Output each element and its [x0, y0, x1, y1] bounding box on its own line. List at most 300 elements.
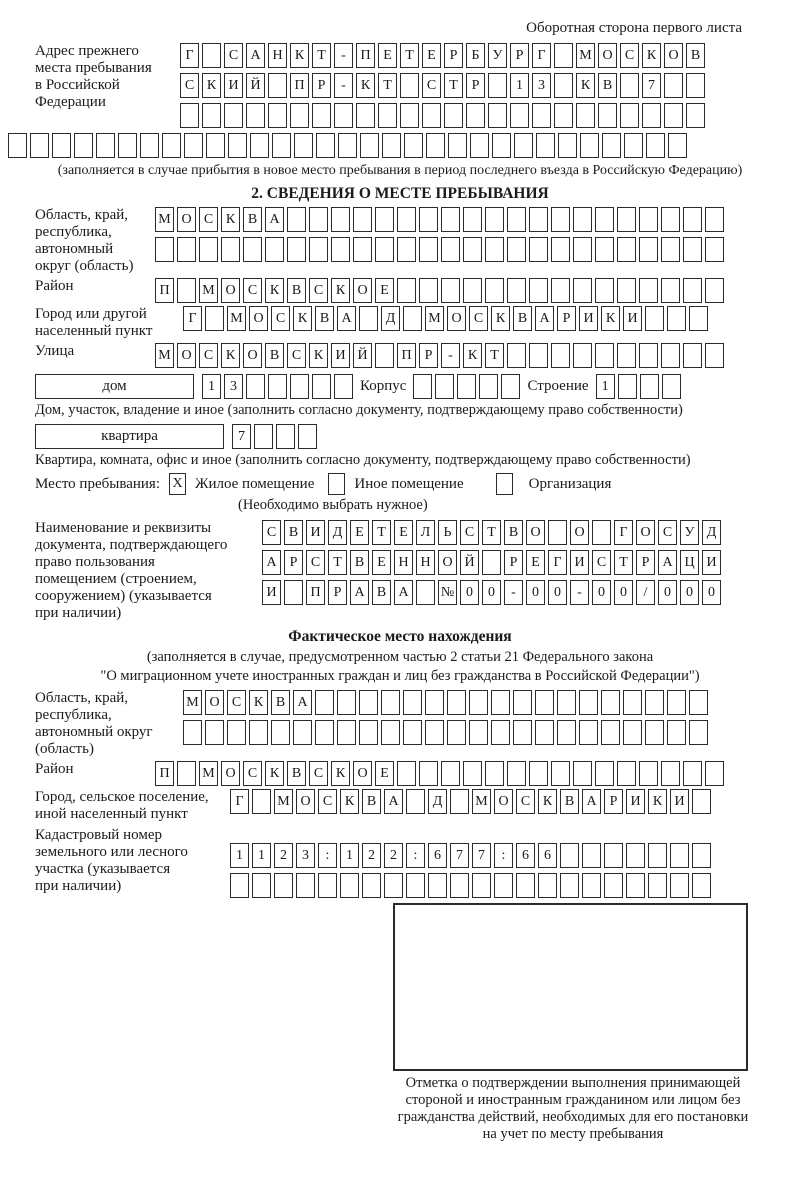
char-cell[interactable]: Р [636, 550, 655, 575]
char-cell[interactable] [661, 207, 680, 232]
char-cell[interactable] [416, 580, 435, 605]
char-cell[interactable]: Ц [680, 550, 699, 575]
char-cell[interactable]: Р [510, 43, 529, 68]
char-cell[interactable] [428, 873, 447, 898]
char-cell[interactable]: Е [375, 278, 394, 303]
char-cell[interactable] [426, 133, 445, 158]
char-cell[interactable] [315, 720, 334, 745]
char-cell[interactable] [507, 278, 526, 303]
char-cell[interactable] [645, 306, 664, 331]
char-cell[interactable]: 7 [642, 73, 661, 98]
char-cell[interactable]: К [463, 343, 482, 368]
char-cell[interactable] [331, 207, 350, 232]
char-cell[interactable] [359, 690, 378, 715]
char-cell[interactable] [202, 103, 221, 128]
char-cell[interactable] [683, 761, 702, 786]
char-cell[interactable] [507, 761, 526, 786]
char-cell[interactable] [501, 374, 520, 399]
char-cell[interactable] [560, 843, 579, 868]
char-cell[interactable] [221, 237, 240, 262]
char-cell[interactable] [397, 278, 416, 303]
char-cell[interactable]: С [199, 343, 218, 368]
char-cell[interactable] [422, 103, 441, 128]
char-cell[interactable]: К [538, 789, 557, 814]
char-cell[interactable] [620, 73, 639, 98]
char-cell[interactable] [183, 720, 202, 745]
char-cell[interactable] [507, 343, 526, 368]
char-cell[interactable]: В [686, 43, 705, 68]
char-cell[interactable]: Т [400, 43, 419, 68]
char-cell[interactable] [316, 133, 335, 158]
char-cell[interactable]: В [271, 690, 290, 715]
char-cell[interactable]: К [221, 207, 240, 232]
char-cell[interactable] [463, 207, 482, 232]
char-cell[interactable] [205, 720, 224, 745]
char-cell[interactable]: О [664, 43, 683, 68]
char-cell[interactable] [670, 843, 689, 868]
char-cell[interactable] [206, 133, 225, 158]
char-cell[interactable]: А [337, 306, 356, 331]
char-cell[interactable]: П [290, 73, 309, 98]
char-cell[interactable] [639, 761, 658, 786]
char-cell[interactable]: К [601, 306, 620, 331]
char-cell[interactable] [573, 237, 592, 262]
char-cell[interactable] [579, 720, 598, 745]
char-cell[interactable]: И [579, 306, 598, 331]
char-cell[interactable] [661, 237, 680, 262]
char-cell[interactable] [661, 278, 680, 303]
char-cell[interactable]: С [469, 306, 488, 331]
char-cell[interactable] [548, 520, 567, 545]
char-cell[interactable] [397, 207, 416, 232]
char-cell[interactable]: М [155, 343, 174, 368]
char-cell[interactable] [640, 374, 659, 399]
char-cell[interactable]: В [315, 306, 334, 331]
char-cell[interactable] [692, 843, 711, 868]
char-cell[interactable]: С [271, 306, 290, 331]
char-cell[interactable] [689, 690, 708, 715]
char-cell[interactable]: 1 [510, 73, 529, 98]
char-cell[interactable] [246, 103, 265, 128]
char-cell[interactable] [514, 133, 533, 158]
char-cell[interactable]: И [623, 306, 642, 331]
char-cell[interactable] [268, 73, 287, 98]
char-cell[interactable] [162, 133, 181, 158]
char-cell[interactable]: Д [381, 306, 400, 331]
char-cell[interactable]: О [353, 761, 372, 786]
char-cell[interactable]: К [340, 789, 359, 814]
char-cell[interactable] [52, 133, 71, 158]
char-cell[interactable] [482, 550, 501, 575]
char-cell[interactable] [617, 278, 636, 303]
char-cell[interactable]: 0 [592, 580, 611, 605]
char-cell[interactable] [646, 133, 665, 158]
char-cell[interactable] [309, 207, 328, 232]
char-cell[interactable] [705, 278, 724, 303]
char-cell[interactable]: 0 [460, 580, 479, 605]
char-cell[interactable]: 0 [658, 580, 677, 605]
char-cell[interactable]: Т [485, 343, 504, 368]
char-cell[interactable]: Р [604, 789, 623, 814]
char-cell[interactable] [205, 306, 224, 331]
char-cell[interactable] [686, 103, 705, 128]
char-cell[interactable]: / [636, 580, 655, 605]
char-cell[interactable] [404, 133, 423, 158]
char-cell[interactable] [334, 374, 353, 399]
char-cell[interactable] [140, 133, 159, 158]
char-cell[interactable] [529, 278, 548, 303]
char-cell[interactable] [318, 873, 337, 898]
char-cell[interactable] [403, 720, 422, 745]
char-cell[interactable] [642, 103, 661, 128]
char-cell[interactable]: А [535, 306, 554, 331]
char-cell[interactable]: Е [375, 761, 394, 786]
char-cell[interactable] [601, 720, 620, 745]
char-cell[interactable] [400, 103, 419, 128]
char-cell[interactable]: К [491, 306, 510, 331]
char-cell[interactable]: Р [557, 306, 576, 331]
char-cell[interactable] [601, 690, 620, 715]
char-cell[interactable]: С [243, 761, 262, 786]
char-cell[interactable] [668, 133, 687, 158]
char-cell[interactable]: 0 [548, 580, 567, 605]
char-cell[interactable]: М [183, 690, 202, 715]
char-cell[interactable] [535, 690, 554, 715]
char-cell[interactable]: В [287, 278, 306, 303]
char-cell[interactable] [224, 103, 243, 128]
char-cell[interactable]: И [262, 580, 281, 605]
char-cell[interactable] [557, 720, 576, 745]
char-cell[interactable]: А [658, 550, 677, 575]
char-cell[interactable]: - [334, 73, 353, 98]
char-cell[interactable] [228, 133, 247, 158]
char-cell[interactable] [661, 761, 680, 786]
char-cell[interactable] [683, 343, 702, 368]
char-cell[interactable] [683, 237, 702, 262]
char-cell[interactable]: 2 [362, 843, 381, 868]
char-cell[interactable]: М [576, 43, 595, 68]
char-cell[interactable]: П [155, 761, 174, 786]
char-cell[interactable] [582, 843, 601, 868]
char-cell[interactable] [598, 103, 617, 128]
char-cell[interactable]: В [504, 520, 523, 545]
char-cell[interactable]: Л [416, 520, 435, 545]
char-cell[interactable] [413, 374, 432, 399]
char-cell[interactable]: О [447, 306, 466, 331]
char-cell[interactable] [595, 207, 614, 232]
char-cell[interactable] [250, 133, 269, 158]
char-cell[interactable] [74, 133, 93, 158]
char-cell[interactable] [479, 374, 498, 399]
char-cell[interactable]: О [249, 306, 268, 331]
char-cell[interactable]: 7 [450, 843, 469, 868]
char-cell[interactable] [287, 237, 306, 262]
char-cell[interactable] [375, 343, 394, 368]
char-cell[interactable] [551, 343, 570, 368]
char-cell[interactable] [177, 278, 196, 303]
char-cell[interactable] [488, 103, 507, 128]
char-cell[interactable] [252, 873, 271, 898]
char-cell[interactable]: П [397, 343, 416, 368]
char-cell[interactable] [639, 237, 658, 262]
char-cell[interactable] [265, 237, 284, 262]
char-cell[interactable] [202, 43, 221, 68]
char-cell[interactable]: А [293, 690, 312, 715]
char-cell[interactable] [243, 237, 262, 262]
char-cell[interactable] [246, 374, 265, 399]
char-cell[interactable]: Т [444, 73, 463, 98]
char-cell[interactable] [298, 424, 317, 449]
char-cell[interactable] [645, 690, 664, 715]
char-cell[interactable]: Г [183, 306, 202, 331]
char-cell[interactable]: Д [428, 789, 447, 814]
char-cell[interactable] [447, 720, 466, 745]
char-cell[interactable] [375, 207, 394, 232]
char-cell[interactable] [529, 207, 548, 232]
char-cell[interactable]: М [472, 789, 491, 814]
char-cell[interactable]: Е [526, 550, 545, 575]
char-cell[interactable]: Г [180, 43, 199, 68]
char-cell[interactable]: М [199, 761, 218, 786]
char-cell[interactable] [287, 207, 306, 232]
char-cell[interactable]: А [265, 207, 284, 232]
char-cell[interactable]: В [362, 789, 381, 814]
char-cell[interactable]: В [350, 550, 369, 575]
char-cell[interactable] [378, 103, 397, 128]
char-cell[interactable]: Т [378, 73, 397, 98]
char-cell[interactable] [334, 103, 353, 128]
char-cell[interactable]: Е [394, 520, 413, 545]
char-cell[interactable] [403, 690, 422, 715]
kvartira-field[interactable]: квартира [35, 424, 224, 449]
char-cell[interactable] [576, 103, 595, 128]
char-cell[interactable]: О [526, 520, 545, 545]
char-cell[interactable]: Е [350, 520, 369, 545]
char-cell[interactable] [359, 720, 378, 745]
char-cell[interactable] [620, 103, 639, 128]
char-cell[interactable] [513, 690, 532, 715]
char-cell[interactable] [580, 133, 599, 158]
char-cell[interactable] [184, 133, 203, 158]
char-cell[interactable] [624, 133, 643, 158]
char-cell[interactable] [381, 690, 400, 715]
char-cell[interactable]: В [560, 789, 579, 814]
char-cell[interactable]: И [570, 550, 589, 575]
char-cell[interactable] [582, 873, 601, 898]
char-cell[interactable]: М [199, 278, 218, 303]
char-cell[interactable] [177, 237, 196, 262]
char-cell[interactable] [626, 843, 645, 868]
char-cell[interactable]: С [309, 278, 328, 303]
char-cell[interactable]: - [441, 343, 460, 368]
char-cell[interactable] [381, 720, 400, 745]
char-cell[interactable]: Т [328, 550, 347, 575]
char-cell[interactable]: 0 [680, 580, 699, 605]
char-cell[interactable] [294, 133, 313, 158]
char-cell[interactable] [284, 580, 303, 605]
char-cell[interactable]: И [306, 520, 325, 545]
char-cell[interactable] [435, 374, 454, 399]
char-cell[interactable] [274, 873, 293, 898]
char-cell[interactable]: М [425, 306, 444, 331]
char-cell[interactable] [579, 690, 598, 715]
char-cell[interactable] [227, 720, 246, 745]
char-cell[interactable]: С [227, 690, 246, 715]
char-cell[interactable] [155, 237, 174, 262]
char-cell[interactable] [692, 873, 711, 898]
char-cell[interactable] [617, 761, 636, 786]
char-cell[interactable]: Й [353, 343, 372, 368]
char-cell[interactable]: Р [419, 343, 438, 368]
char-cell[interactable] [309, 237, 328, 262]
char-cell[interactable]: В [287, 761, 306, 786]
char-cell[interactable] [296, 873, 315, 898]
char-cell[interactable] [312, 374, 331, 399]
char-cell[interactable] [573, 278, 592, 303]
char-cell[interactable] [491, 690, 510, 715]
char-cell[interactable] [623, 720, 642, 745]
char-cell[interactable] [272, 133, 291, 158]
char-cell[interactable] [290, 103, 309, 128]
char-cell[interactable] [686, 73, 705, 98]
char-cell[interactable] [271, 720, 290, 745]
char-cell[interactable] [457, 374, 476, 399]
char-cell[interactable] [667, 306, 686, 331]
char-cell[interactable] [573, 761, 592, 786]
char-cell[interactable]: А [350, 580, 369, 605]
char-cell[interactable]: К [202, 73, 221, 98]
char-cell[interactable]: С [620, 43, 639, 68]
char-cell[interactable] [252, 789, 271, 814]
char-cell[interactable] [639, 207, 658, 232]
char-cell[interactable]: А [384, 789, 403, 814]
char-cell[interactable] [705, 761, 724, 786]
char-cell[interactable] [419, 761, 438, 786]
char-cell[interactable] [353, 207, 372, 232]
char-cell[interactable]: № [438, 580, 457, 605]
char-cell[interactable]: 6 [538, 843, 557, 868]
char-cell[interactable]: О [636, 520, 655, 545]
char-cell[interactable] [30, 133, 49, 158]
char-cell[interactable] [602, 133, 621, 158]
char-cell[interactable]: В [598, 73, 617, 98]
char-cell[interactable] [648, 843, 667, 868]
char-cell[interactable] [425, 720, 444, 745]
char-cell[interactable]: К [249, 690, 268, 715]
char-cell[interactable]: И [331, 343, 350, 368]
char-cell[interactable]: 0 [526, 580, 545, 605]
char-cell[interactable]: О [353, 278, 372, 303]
char-cell[interactable] [469, 690, 488, 715]
char-cell[interactable] [463, 278, 482, 303]
char-cell[interactable]: С [262, 520, 281, 545]
char-cell[interactable] [441, 237, 460, 262]
char-cell[interactable]: Г [548, 550, 567, 575]
char-cell[interactable]: 2 [274, 843, 293, 868]
char-cell[interactable]: М [155, 207, 174, 232]
char-cell[interactable]: К [290, 43, 309, 68]
char-cell[interactable]: П [356, 43, 375, 68]
char-cell[interactable] [447, 690, 466, 715]
dom-field[interactable]: дом [35, 374, 194, 399]
char-cell[interactable]: Р [284, 550, 303, 575]
char-cell[interactable] [683, 207, 702, 232]
char-cell[interactable] [554, 73, 573, 98]
char-cell[interactable]: 0 [482, 580, 501, 605]
char-cell[interactable] [96, 133, 115, 158]
char-cell[interactable]: - [504, 580, 523, 605]
char-cell[interactable] [507, 207, 526, 232]
char-cell[interactable]: Т [372, 520, 391, 545]
char-cell[interactable] [595, 237, 614, 262]
char-cell[interactable]: В [243, 207, 262, 232]
char-cell[interactable] [337, 720, 356, 745]
char-cell[interactable]: О [177, 343, 196, 368]
char-cell[interactable]: - [570, 580, 589, 605]
char-cell[interactable]: Н [394, 550, 413, 575]
char-cell[interactable] [513, 720, 532, 745]
char-cell[interactable]: 7 [232, 424, 251, 449]
char-cell[interactable] [441, 278, 460, 303]
char-cell[interactable] [617, 237, 636, 262]
char-cell[interactable]: К [265, 761, 284, 786]
char-cell[interactable] [617, 207, 636, 232]
char-cell[interactable] [312, 103, 331, 128]
char-cell[interactable]: 1 [252, 843, 271, 868]
char-cell[interactable] [551, 207, 570, 232]
char-cell[interactable] [268, 103, 287, 128]
char-cell[interactable] [516, 873, 535, 898]
char-cell[interactable]: 1 [596, 374, 615, 399]
char-cell[interactable] [441, 207, 460, 232]
char-cell[interactable]: 0 [614, 580, 633, 605]
char-cell[interactable]: 1 [340, 843, 359, 868]
char-cell[interactable] [406, 873, 425, 898]
char-cell[interactable]: В [265, 343, 284, 368]
char-cell[interactable] [573, 343, 592, 368]
char-cell[interactable]: : [406, 843, 425, 868]
char-cell[interactable]: Н [268, 43, 287, 68]
char-cell[interactable] [177, 761, 196, 786]
char-cell[interactable] [118, 133, 137, 158]
char-cell[interactable] [536, 133, 555, 158]
char-cell[interactable]: С [224, 43, 243, 68]
char-cell[interactable] [397, 761, 416, 786]
char-cell[interactable] [254, 424, 273, 449]
char-cell[interactable]: Г [614, 520, 633, 545]
char-cell[interactable]: 1 [230, 843, 249, 868]
char-cell[interactable]: И [224, 73, 243, 98]
char-cell[interactable]: К [331, 278, 350, 303]
char-cell[interactable] [554, 103, 573, 128]
char-cell[interactable] [199, 237, 218, 262]
char-cell[interactable] [485, 237, 504, 262]
char-cell[interactable]: С [516, 789, 535, 814]
char-cell[interactable]: С [658, 520, 677, 545]
char-cell[interactable]: Е [378, 43, 397, 68]
char-cell[interactable]: О [221, 278, 240, 303]
char-cell[interactable] [450, 789, 469, 814]
char-cell[interactable] [664, 73, 683, 98]
char-cell[interactable]: Й [246, 73, 265, 98]
char-cell[interactable]: И [670, 789, 689, 814]
char-cell[interactable] [230, 873, 249, 898]
char-cell[interactable]: С [592, 550, 611, 575]
char-cell[interactable]: Р [504, 550, 523, 575]
char-cell[interactable] [551, 278, 570, 303]
char-cell[interactable]: К [265, 278, 284, 303]
char-cell[interactable] [557, 690, 576, 715]
